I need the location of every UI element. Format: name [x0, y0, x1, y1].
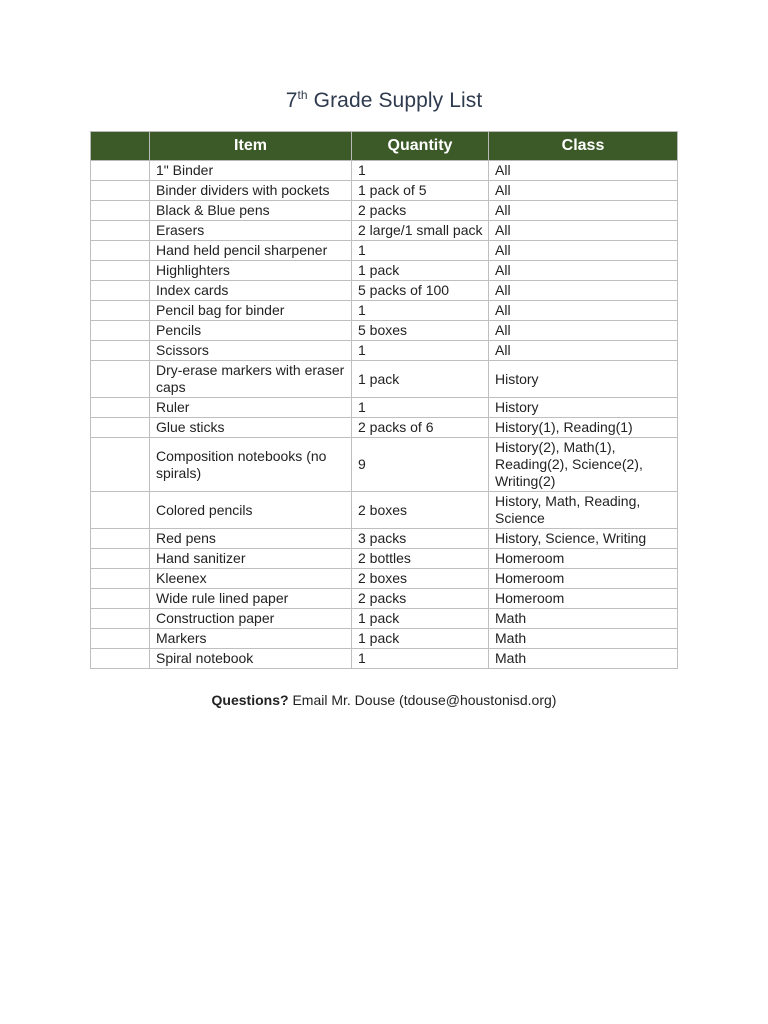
quantity-cell: 5 boxes	[352, 321, 489, 341]
header-class: Class	[489, 132, 678, 161]
row-blank-cell	[91, 221, 150, 241]
row-blank-cell	[91, 301, 150, 321]
row-blank-cell	[91, 629, 150, 649]
table-body	[91, 161, 678, 669]
quantity-cell: 1 pack	[352, 261, 489, 281]
table-row	[91, 221, 678, 241]
item-cell: Hand sanitizer	[150, 549, 352, 569]
footer-questions: Questions?	[211, 692, 289, 708]
class-cell: Homeroom	[489, 549, 678, 569]
item-cell: Kleenex	[150, 569, 352, 589]
title-text: Grade Supply List	[307, 89, 483, 112]
table-row	[91, 589, 678, 609]
row-blank-cell	[91, 569, 150, 589]
page-title	[0, 88, 768, 113]
footer-contact	[0, 692, 768, 708]
item-cell: Highlighters	[150, 261, 352, 281]
table-header-row	[91, 132, 678, 161]
table-row	[91, 161, 678, 181]
table-row	[91, 569, 678, 589]
class-cell: All	[489, 221, 678, 241]
table-row	[91, 261, 678, 281]
class-cell: History	[489, 361, 678, 398]
quantity-cell: 2 bottles	[352, 549, 489, 569]
quantity-cell: 2 packs of 6	[352, 418, 489, 438]
item-cell: Ruler	[150, 398, 352, 418]
row-blank-cell	[91, 438, 150, 492]
class-cell: History, Math, Reading, Science	[489, 492, 678, 529]
row-blank-cell	[91, 398, 150, 418]
row-blank-cell	[91, 181, 150, 201]
quantity-cell: 1 pack of 5	[352, 181, 489, 201]
header-blank	[91, 132, 150, 161]
row-blank-cell	[91, 281, 150, 301]
row-blank-cell	[91, 589, 150, 609]
class-cell: Math	[489, 649, 678, 669]
item-cell: Construction paper	[150, 609, 352, 629]
table-row	[91, 492, 678, 529]
item-cell: Hand held pencil sharpener	[150, 241, 352, 261]
quantity-cell: 1 pack	[352, 629, 489, 649]
table-row	[91, 201, 678, 221]
table-row	[91, 241, 678, 261]
class-cell: History(1), Reading(1)	[489, 418, 678, 438]
table-row	[91, 341, 678, 361]
quantity-cell: 1	[352, 241, 489, 261]
quantity-cell: 1	[352, 301, 489, 321]
class-cell: All	[489, 261, 678, 281]
row-blank-cell	[91, 492, 150, 529]
item-cell: Spiral notebook	[150, 649, 352, 669]
table-row	[91, 301, 678, 321]
row-blank-cell	[91, 341, 150, 361]
table-row	[91, 529, 678, 549]
table-row	[91, 181, 678, 201]
class-cell: All	[489, 281, 678, 301]
header-item: Item	[150, 132, 352, 161]
row-blank-cell	[91, 649, 150, 669]
item-cell: Scissors	[150, 341, 352, 361]
title-superscript: th	[297, 88, 308, 102]
item-cell: Composition notebooks (no spirals)	[150, 438, 352, 492]
title-number: 7	[285, 89, 298, 112]
quantity-cell: 1	[352, 398, 489, 418]
item-cell: Pencils	[150, 321, 352, 341]
quantity-cell: 1	[352, 341, 489, 361]
quantity-cell: 1 pack	[352, 361, 489, 398]
table-row	[91, 321, 678, 341]
class-cell: All	[489, 241, 678, 261]
item-cell: Red pens	[150, 529, 352, 549]
item-cell: Colored pencils	[150, 492, 352, 529]
class-cell: Homeroom	[489, 569, 678, 589]
row-blank-cell	[91, 529, 150, 549]
class-cell: History, Science, Writing	[489, 529, 678, 549]
table-row	[91, 281, 678, 301]
class-cell: All	[489, 201, 678, 221]
item-cell: Binder dividers with pockets	[150, 181, 352, 201]
quantity-cell: 1 pack	[352, 609, 489, 629]
footer-email-text: Email Mr. Douse (tdouse@houstonisd.org)	[288, 692, 557, 708]
table-row	[91, 549, 678, 569]
class-cell: History	[489, 398, 678, 418]
table-row	[91, 629, 678, 649]
supply-table	[90, 131, 678, 669]
table-row	[91, 361, 678, 398]
class-cell: Math	[489, 629, 678, 649]
class-cell: Math	[489, 609, 678, 629]
item-cell: 1" Binder	[150, 161, 352, 181]
quantity-cell: 2 boxes	[352, 569, 489, 589]
quantity-cell: 3 packs	[352, 529, 489, 549]
class-cell: All	[489, 341, 678, 361]
item-cell: Pencil bag for binder	[150, 301, 352, 321]
class-cell: All	[489, 301, 678, 321]
table-row	[91, 418, 678, 438]
quantity-cell: 1	[352, 649, 489, 669]
row-blank-cell	[91, 609, 150, 629]
item-cell: Dry-erase markers with eraser caps	[150, 361, 352, 398]
item-cell: Glue sticks	[150, 418, 352, 438]
class-cell: Homeroom	[489, 589, 678, 609]
class-cell: All	[489, 161, 678, 181]
class-cell: All	[489, 181, 678, 201]
row-blank-cell	[91, 261, 150, 281]
item-cell: Markers	[150, 629, 352, 649]
class-cell: History(2), Math(1), Reading(2), Science(2), Writing(2)	[489, 438, 678, 492]
row-blank-cell	[91, 161, 150, 181]
table-row	[91, 398, 678, 418]
row-blank-cell	[91, 201, 150, 221]
row-blank-cell	[91, 418, 150, 438]
header-quantity: Quantity	[352, 132, 489, 161]
row-blank-cell	[91, 321, 150, 341]
quantity-cell: 2 packs	[352, 589, 489, 609]
quantity-cell: 2 packs	[352, 201, 489, 221]
item-cell: Black & Blue pens	[150, 201, 352, 221]
item-cell: Erasers	[150, 221, 352, 241]
row-blank-cell	[91, 361, 150, 398]
quantity-cell: 2 boxes	[352, 492, 489, 529]
quantity-cell: 5 packs of 100	[352, 281, 489, 301]
item-cell: Index cards	[150, 281, 352, 301]
table-row	[91, 438, 678, 492]
table-row	[91, 649, 678, 669]
row-blank-cell	[91, 241, 150, 261]
quantity-cell: 1	[352, 161, 489, 181]
row-blank-cell	[91, 549, 150, 569]
quantity-cell: 9	[352, 438, 489, 492]
table-row	[91, 609, 678, 629]
class-cell: All	[489, 321, 678, 341]
item-cell: Wide rule lined paper	[150, 589, 352, 609]
quantity-cell: 2 large/1 small pack	[352, 221, 489, 241]
